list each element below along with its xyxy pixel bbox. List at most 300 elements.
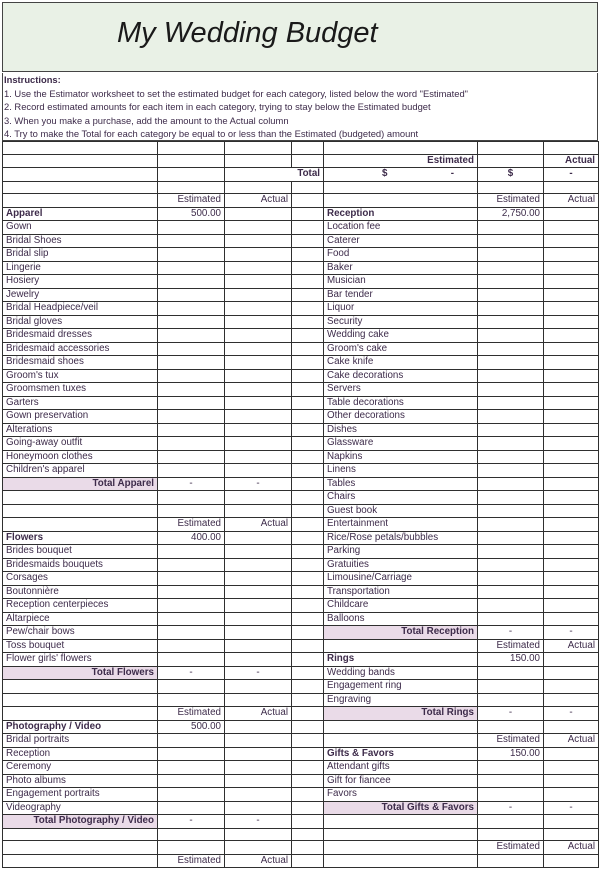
item-flowers: Pew/chair bows: [3, 626, 158, 640]
actual-cell[interactable]: [544, 693, 599, 707]
total-actual-value: -: [544, 801, 599, 815]
blank-cell: [478, 181, 544, 194]
actual-cell[interactable]: [225, 531, 292, 545]
estimated-cell[interactable]: [478, 585, 544, 599]
blank-cell: [478, 720, 544, 734]
actual-cell[interactable]: [544, 666, 599, 680]
spacer-cell: [292, 275, 324, 289]
estimated-cell[interactable]: [478, 410, 544, 424]
item-apparel: Going-away outfit: [3, 437, 158, 451]
blank-cell: [324, 181, 478, 194]
estimated-cell[interactable]: [158, 801, 225, 815]
actual-cell[interactable]: [225, 626, 292, 640]
actual-cell[interactable]: [544, 612, 599, 626]
estimated-cell[interactable]: [158, 261, 225, 275]
spacer-cell: [292, 329, 324, 343]
actual-header: Actual: [544, 841, 599, 855]
table-row: [3, 302, 599, 316]
header-row: [3, 154, 599, 168]
table-row: [3, 194, 599, 208]
table-row: [3, 734, 599, 748]
estimated-cell[interactable]: [158, 774, 225, 788]
item-flowers: Brides bouquet: [3, 545, 158, 559]
blank-cell: [158, 168, 225, 182]
estimated-cell[interactable]: [478, 572, 544, 586]
actual-cell[interactable]: [225, 788, 292, 802]
blank-cell: [3, 854, 158, 868]
item-reception: Table decorations: [324, 396, 478, 410]
item-reception: Liquor: [324, 302, 478, 316]
actual-cell[interactable]: [544, 221, 599, 235]
actual-cell[interactable]: [225, 207, 292, 221]
estimated-cell[interactable]: [158, 572, 225, 586]
actual-cell[interactable]: [544, 423, 599, 437]
estimated-cell[interactable]: [158, 410, 225, 424]
actual-cell[interactable]: [544, 504, 599, 518]
spacer-cell: [292, 248, 324, 262]
table-row: [3, 612, 599, 626]
blank-cell: [3, 491, 158, 505]
actual-cell[interactable]: [225, 558, 292, 572]
actual-cell[interactable]: [225, 653, 292, 667]
estimated-cell[interactable]: [478, 396, 544, 410]
item-apparel: Lingerie: [3, 261, 158, 275]
estimated-cell[interactable]: [478, 612, 544, 626]
estimated-cell[interactable]: [478, 693, 544, 707]
blank-cell: [478, 854, 544, 868]
actual-cell[interactable]: [544, 572, 599, 586]
estimated-cell[interactable]: [158, 639, 225, 653]
estimated-cell[interactable]: [158, 734, 225, 748]
estimated-cell[interactable]: [478, 774, 544, 788]
header-row: [3, 168, 599, 182]
blank-cell: [478, 142, 544, 155]
blank-cell: [3, 181, 158, 194]
actual-cell[interactable]: [225, 612, 292, 626]
spacer-cell: [292, 464, 324, 478]
spacer-cell: [292, 423, 324, 437]
estimated-cell[interactable]: [158, 788, 225, 802]
estimated-cell[interactable]: [158, 383, 225, 397]
table-row: [3, 720, 599, 734]
total-flowers-label: Total Flowers: [3, 666, 158, 680]
actual-cell[interactable]: [225, 572, 292, 586]
actual-cell[interactable]: [225, 747, 292, 761]
item-apparel: Bridesmaid shoes: [3, 356, 158, 370]
spacer-cell: [292, 707, 324, 721]
estimated-cell[interactable]: [158, 302, 225, 316]
estimated-header: Estimated: [158, 194, 225, 208]
spacer-cell: [292, 626, 324, 640]
estimated-cell[interactable]: [478, 518, 544, 532]
actual-cell[interactable]: [225, 437, 292, 451]
table-row: [3, 747, 599, 761]
actual-cell[interactable]: [225, 761, 292, 775]
estimated-cell[interactable]: [158, 437, 225, 451]
actual-cell[interactable]: [544, 464, 599, 478]
actual-cell[interactable]: [225, 234, 292, 248]
estimated-cell[interactable]: [478, 666, 544, 680]
spacer-cell: [292, 477, 324, 491]
actual-cell[interactable]: [225, 585, 292, 599]
estimated-cell[interactable]: [158, 558, 225, 572]
item-reception: Other decorations: [324, 410, 478, 424]
table-row: [3, 288, 599, 302]
category-budget-gifts[interactable]: 150.00: [478, 747, 544, 761]
estimated-cell[interactable]: [158, 234, 225, 248]
actual-cell[interactable]: [225, 302, 292, 316]
item-gifts: Attendant gifts: [324, 761, 478, 775]
estimated-cell[interactable]: [478, 302, 544, 316]
estimated-cell[interactable]: [158, 653, 225, 667]
actual-cell[interactable]: [544, 275, 599, 289]
blank-cell: [478, 154, 544, 168]
spacer-cell: [292, 828, 324, 841]
estimated-cell[interactable]: [478, 315, 544, 329]
category-budget-rings[interactable]: 150.00: [478, 653, 544, 667]
spacer-cell: [292, 288, 324, 302]
estimated-cell[interactable]: [158, 288, 225, 302]
actual-cell[interactable]: [225, 315, 292, 329]
total-estimated-value: -: [478, 801, 544, 815]
blank-cell: [225, 491, 292, 505]
instruction-line: 1. Use the Estimator worksheet to set the estimated budget for each category, listed below the word "Estimated": [4, 87, 469, 99]
spacer-cell: [292, 261, 324, 275]
actual-cell[interactable]: [225, 801, 292, 815]
item-reception: Food: [324, 248, 478, 262]
actual-cell[interactable]: [225, 342, 292, 356]
estimated-cell[interactable]: [158, 315, 225, 329]
estimated-cell[interactable]: [478, 558, 544, 572]
estimated-cell[interactable]: [158, 248, 225, 262]
actual-cell[interactable]: [225, 329, 292, 343]
item-apparel: Children's apparel: [3, 464, 158, 478]
actual-cell[interactable]: [544, 329, 599, 343]
actual-cell[interactable]: [544, 788, 599, 802]
item-photography: Ceremony: [3, 761, 158, 775]
estimated-cell[interactable]: [158, 396, 225, 410]
estimated-cell[interactable]: [478, 788, 544, 802]
category-budget-reception[interactable]: 2,750.00: [478, 207, 544, 221]
estimated-cell[interactable]: [158, 356, 225, 370]
actual-cell[interactable]: [544, 450, 599, 464]
spacer-cell: [292, 410, 324, 424]
actual-cell[interactable]: [544, 545, 599, 559]
instructions-heading: Instructions:: [4, 74, 61, 85]
table-row: [3, 464, 599, 478]
actual-cell[interactable]: [225, 369, 292, 383]
estimated-cell[interactable]: [158, 599, 225, 613]
spacer-cell: [292, 221, 324, 235]
blank-cell: [158, 491, 225, 505]
spacer-cell: [292, 747, 324, 761]
actual-cell[interactable]: [544, 288, 599, 302]
blank-cell: [544, 142, 599, 155]
blank-cell: [3, 194, 158, 208]
actual-cell[interactable]: [544, 531, 599, 545]
estimated-cell[interactable]: [478, 599, 544, 613]
spacer-cell: [292, 194, 324, 208]
header-row: [3, 181, 599, 194]
actual-header: Actual: [225, 707, 292, 721]
blank-cell: [158, 693, 225, 707]
blank-cell: [324, 639, 478, 653]
table-row: [3, 666, 599, 680]
estimated-cell[interactable]: [478, 369, 544, 383]
table-row: [3, 854, 599, 868]
estimated-cell[interactable]: [478, 261, 544, 275]
category-budget-flowers[interactable]: 400.00: [158, 531, 225, 545]
actual-cell[interactable]: [544, 383, 599, 397]
actual-cell[interactable]: [544, 342, 599, 356]
spacer-cell: [292, 774, 324, 788]
estimated-cell[interactable]: [478, 342, 544, 356]
spacer-cell: [292, 396, 324, 410]
spacer-cell: [292, 788, 324, 802]
actual-cell[interactable]: [544, 302, 599, 316]
estimated-total-cell: [324, 168, 478, 182]
estimated-cell[interactable]: [158, 464, 225, 478]
spacer-cell: [292, 666, 324, 680]
actual-cell[interactable]: [544, 518, 599, 532]
item-apparel: Jewelry: [3, 288, 158, 302]
estimated-cell[interactable]: [478, 491, 544, 505]
item-reception: Limousine/Carriage: [324, 572, 478, 586]
table-row: [3, 369, 599, 383]
table-row: [3, 599, 599, 613]
total-reception-label: Total Reception: [324, 626, 478, 640]
actual-cell[interactable]: [544, 599, 599, 613]
total-rings-label: Total Rings: [324, 707, 478, 721]
estimated-cell[interactable]: [478, 450, 544, 464]
actual-cell[interactable]: [225, 356, 292, 370]
estimated-cell[interactable]: [478, 545, 544, 559]
actual-cell[interactable]: [544, 356, 599, 370]
estimated-cell[interactable]: [158, 450, 225, 464]
grand-total-label: Total: [225, 168, 324, 182]
actual-cell[interactable]: [225, 639, 292, 653]
estimated-cell[interactable]: [478, 423, 544, 437]
total-actual-value: -: [225, 815, 292, 829]
actual-cell[interactable]: [225, 275, 292, 289]
blank-cell: [225, 154, 292, 168]
item-reception: Cake knife: [324, 356, 478, 370]
estimated-cell[interactable]: [478, 329, 544, 343]
estimated-cell[interactable]: [478, 531, 544, 545]
total-estimated-value: -: [158, 666, 225, 680]
actual-header: Actual: [225, 518, 292, 532]
actual-cell[interactable]: [544, 558, 599, 572]
category-name-gifts: Gifts & Favors: [324, 747, 478, 761]
actual-cell[interactable]: [544, 491, 599, 505]
item-flowers: Boutonnière: [3, 585, 158, 599]
spacer-cell: [292, 369, 324, 383]
actual-cell[interactable]: [544, 774, 599, 788]
actual-cell[interactable]: [225, 383, 292, 397]
category-name-reception: Reception: [324, 207, 478, 221]
estimated-cell[interactable]: [478, 383, 544, 397]
estimated-header: Estimated: [478, 639, 544, 653]
spacer-cell: [292, 558, 324, 572]
actual-cell[interactable]: [544, 680, 599, 694]
item-reception: Balloons: [324, 612, 478, 626]
estimated-cell[interactable]: [478, 275, 544, 289]
category-budget-apparel[interactable]: 500.00: [158, 207, 225, 221]
table-row: [3, 761, 599, 775]
item-reception: Napkins: [324, 450, 478, 464]
actual-cell[interactable]: [225, 261, 292, 275]
actual-cell[interactable]: [225, 410, 292, 424]
estimated-cell[interactable]: [158, 342, 225, 356]
blank-cell: [158, 181, 225, 194]
spacer-cell: [292, 612, 324, 626]
table-row: [3, 248, 599, 262]
blank-cell: [158, 504, 225, 518]
actual-header: Actual: [544, 639, 599, 653]
item-apparel: Bridal Headpiece/veil: [3, 302, 158, 316]
actual-cell[interactable]: [544, 761, 599, 775]
estimated-cell[interactable]: [158, 626, 225, 640]
actual-cell[interactable]: [225, 734, 292, 748]
budget-grid: [2, 141, 599, 868]
estimated-total-value: -: [450, 168, 454, 179]
item-apparel: Gown preservation: [3, 410, 158, 424]
table-row: [3, 518, 599, 532]
item-rings: Wedding bands: [324, 666, 478, 680]
actual-cell[interactable]: [225, 774, 292, 788]
estimated-cell[interactable]: [158, 423, 225, 437]
actual-cell[interactable]: [225, 545, 292, 559]
actual-cell[interactable]: [544, 315, 599, 329]
table-row: [3, 437, 599, 451]
estimated-cell[interactable]: [158, 329, 225, 343]
blank-cell: [3, 841, 158, 855]
actual-cell[interactable]: [225, 396, 292, 410]
actual-cell[interactable]: [544, 207, 599, 221]
blank-cell: [3, 504, 158, 518]
estimated-cell[interactable]: [158, 747, 225, 761]
actual-cell[interactable]: [544, 585, 599, 599]
top-actual-label: Actual: [544, 154, 599, 168]
actual-cell[interactable]: [225, 720, 292, 734]
actual-cell[interactable]: [544, 477, 599, 491]
estimated-cell[interactable]: [478, 504, 544, 518]
estimated-cell[interactable]: [478, 288, 544, 302]
item-gifts: Gift for fiancee: [324, 774, 478, 788]
spacer-cell: [292, 761, 324, 775]
estimated-cell[interactable]: [158, 545, 225, 559]
item-flowers: Altarpiece: [3, 612, 158, 626]
top-estimated-label: Estimated: [324, 154, 478, 168]
estimated-cell[interactable]: [478, 221, 544, 235]
category-name-flowers: Flowers: [3, 531, 158, 545]
estimated-cell[interactable]: [478, 761, 544, 775]
estimated-header: Estimated: [158, 707, 225, 721]
estimated-cell[interactable]: [158, 221, 225, 235]
actual-cell[interactable]: [225, 599, 292, 613]
estimated-cell[interactable]: [478, 234, 544, 248]
blank-cell: [225, 181, 292, 194]
blank-cell: [225, 142, 292, 155]
spacer-cell: [292, 653, 324, 667]
actual-cell[interactable]: [225, 288, 292, 302]
actual-cell[interactable]: [225, 248, 292, 262]
category-budget-photography[interactable]: 500.00: [158, 720, 225, 734]
estimated-cell[interactable]: [478, 356, 544, 370]
actual-cell[interactable]: [544, 369, 599, 383]
estimated-cell[interactable]: [478, 464, 544, 478]
instruction-line: 4. Try to make the Total for each category be equal to or less than the Estimated (budgeted) amount: [4, 128, 419, 140]
table-row: [3, 815, 599, 829]
estimated-dollar: $: [382, 168, 388, 179]
estimated-cell[interactable]: [158, 761, 225, 775]
item-reception: Rice/Rose petals/bubbles: [324, 531, 478, 545]
actual-cell[interactable]: [544, 396, 599, 410]
blank-cell: [3, 142, 158, 155]
actual-cell[interactable]: [544, 410, 599, 424]
estimated-cell[interactable]: [478, 680, 544, 694]
actual-cell[interactable]: [544, 234, 599, 248]
actual-cell[interactable]: [225, 450, 292, 464]
estimated-header: Estimated: [158, 518, 225, 532]
estimated-cell[interactable]: [158, 275, 225, 289]
table-row: [3, 626, 599, 640]
actual-cell[interactable]: [544, 261, 599, 275]
actual-header: Actual: [225, 194, 292, 208]
table-row: [3, 531, 599, 545]
estimated-header: Estimated: [478, 194, 544, 208]
estimated-cell[interactable]: [478, 248, 544, 262]
estimated-cell[interactable]: [158, 369, 225, 383]
item-photography: Videography: [3, 801, 158, 815]
spacer-cell: [292, 531, 324, 545]
actual-cell[interactable]: [225, 423, 292, 437]
blank-cell: [225, 680, 292, 694]
estimated-cell[interactable]: [478, 477, 544, 491]
estimated-cell[interactable]: [158, 612, 225, 626]
actual-cell[interactable]: [544, 653, 599, 667]
estimated-cell[interactable]: [158, 585, 225, 599]
spacer-cell: [292, 841, 324, 855]
item-flowers: Reception centerpieces: [3, 599, 158, 613]
item-reception: Gratuities: [324, 558, 478, 572]
table-row: [3, 315, 599, 329]
item-reception: Guest book: [324, 504, 478, 518]
actual-header: Actual: [225, 854, 292, 868]
blank-cell: [544, 828, 599, 841]
actual-cell[interactable]: [544, 437, 599, 451]
actual-cell[interactable]: [225, 221, 292, 235]
item-reception: Dishes: [324, 423, 478, 437]
actual-cell[interactable]: [225, 464, 292, 478]
blank-cell: [225, 841, 292, 855]
blank-cell: [324, 815, 478, 829]
item-reception: Bar tender: [324, 288, 478, 302]
estimated-cell[interactable]: [478, 437, 544, 451]
table-row: [3, 396, 599, 410]
spacer-cell: [292, 801, 324, 815]
total-estimated-value: -: [478, 626, 544, 640]
actual-cell[interactable]: [544, 248, 599, 262]
table-row: [3, 585, 599, 599]
estimated-header: Estimated: [158, 854, 225, 868]
actual-cell[interactable]: [544, 747, 599, 761]
item-apparel: Garters: [3, 396, 158, 410]
blank-cell: [158, 142, 225, 155]
table-row: [3, 680, 599, 694]
blank-cell: [158, 154, 225, 168]
spacer-cell: [292, 693, 324, 707]
